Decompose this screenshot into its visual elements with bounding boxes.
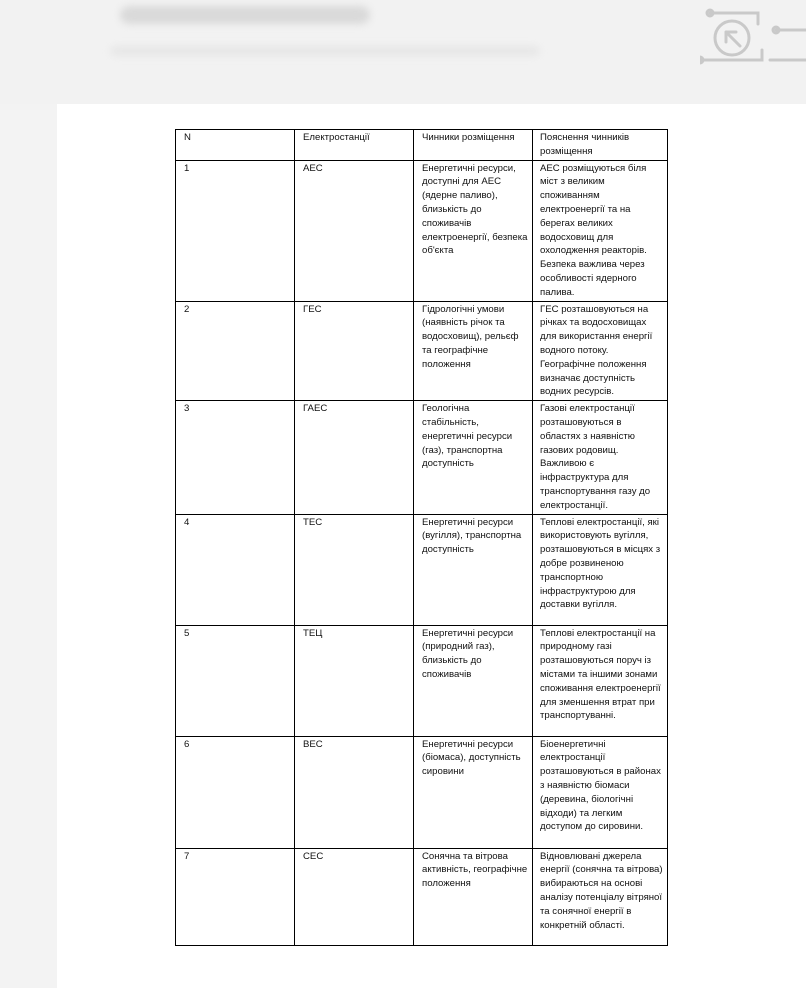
table-cell-factors: Енергетичні ресурси (природний газ), близькість до споживачів	[414, 625, 533, 736]
table-cell-factors: Сонячна та вітрова активність, географічне положення	[414, 848, 533, 945]
cursor-circuit-icon	[700, 4, 806, 68]
table-cell-factors: Енергетичні ресурси (вугілля), транспортна доступність	[414, 514, 533, 625]
document-page	[57, 104, 806, 988]
table-cell-n: 1	[176, 160, 295, 301]
table-cell-factors: Енергетичні ресурси (біомаса), доступність сировини	[414, 736, 533, 848]
table-cell-n: 7	[176, 848, 295, 945]
table-cell-n: 2	[176, 301, 295, 401]
table-cell-explanation: ГЕС розташовуються на річках та водосховищах для використання енергії водного потоку. Географічне положення визначає доступність водних ресурсів.	[533, 301, 668, 401]
table-cell-n: 3	[176, 401, 295, 514]
blurred-title	[120, 6, 370, 24]
header-cell: Пояснення чинників розміщення	[533, 130, 668, 161]
table-cell-station: ТЕС	[295, 514, 414, 625]
table-cell-explanation: АЕС розміщуються біля міст з великим споживанням електроенергії та на берегах великих водосховищ для охолодження реакторів. Безпека важлива через особливості ядерного палива.	[533, 160, 668, 301]
table-header-row	[176, 130, 668, 161]
header-cell: Чинники розміщення	[414, 130, 533, 161]
table-cell-station: СЕС	[295, 848, 414, 945]
table-cell-station: ВЕС	[295, 736, 414, 848]
table-row	[176, 625, 668, 736]
table-cell-station: АЕС	[295, 160, 414, 301]
table-cell-explanation: Відновлювані джерела енергії (сонячна та вітрова) вибираються на основі аналізу потенціалу вітряної та сонячної енергії в конкретній області.	[533, 848, 668, 945]
table-cell-explanation: Газові електростанції розташовуються в областях з наявністю газових родовищ. Важливою є інфраструктура для транспортування газу до електростанції.	[533, 401, 668, 514]
table-row	[176, 401, 668, 514]
table-cell-station: ТЕЦ	[295, 625, 414, 736]
table-cell-explanation: Теплові електростанції на природному газі розташовуються поруч із містами та іншими зонами споживання електроенергії для зменшення втрат при транспортуванні.	[533, 625, 668, 736]
table-cell-n: 5	[176, 625, 295, 736]
header-cell: N	[176, 130, 295, 161]
table-row	[176, 160, 668, 301]
table-cell-station: ГАЕС	[295, 401, 414, 514]
table-row	[176, 514, 668, 625]
blurred-header	[0, 0, 806, 104]
table-cell-n: 4	[176, 514, 295, 625]
table-cell-n: 6	[176, 736, 295, 848]
header-cell: Електростанції	[295, 130, 414, 161]
blurred-subtitle	[110, 46, 540, 56]
table-row	[176, 301, 668, 401]
table-cell-factors: Гідрологічні умови (наявність річок та водосховищ), рельєф та географічне положення	[414, 301, 533, 401]
power-stations-table	[175, 129, 668, 946]
table-row	[176, 736, 668, 848]
left-gutter	[0, 104, 58, 988]
table-cell-factors: Геологічна стабільність, енергетичні ресурси (газ), транспортна доступність	[414, 401, 533, 514]
table-row	[176, 848, 668, 945]
table-cell-explanation: Біоенергетичні електростанції розташовуються в районах з наявністю біомаси (деревина, біологічні відходи) та легким доступом до сировини.	[533, 736, 668, 848]
table-cell-station: ГЕС	[295, 301, 414, 401]
table-cell-factors: Енергетичні ресурси, доступні для АЕС (ядерне паливо), близькість до споживачів електроенергії, безпека об'єкта	[414, 160, 533, 301]
table-cell-explanation: Теплові електростанції, які використовують вугілля, розташовуються в місцях з добре розвиненою транспортною інфраструктурою для доставки вугілля.	[533, 514, 668, 625]
